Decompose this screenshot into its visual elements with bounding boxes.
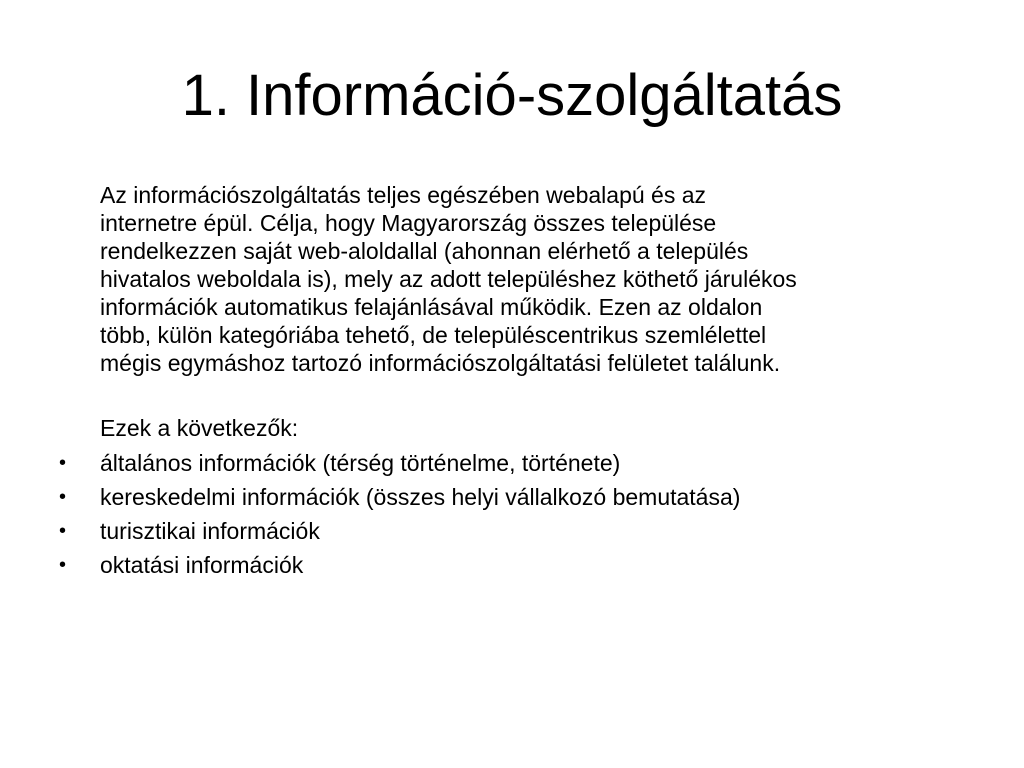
bullet-icon: • — [59, 486, 67, 508]
bullet-list — [0, 449, 1024, 585]
paragraph-line: internetre épül. Célja, hogy Magyarország összes települése — [100, 210, 717, 236]
list-item — [0, 551, 1024, 585]
paragraph-line: információk automatikus felajánlásával működik. Ezen az oldalon — [100, 294, 763, 320]
list-item-text: általános információk (térség történelme, története) — [100, 450, 621, 476]
bullet-icon: • — [59, 520, 67, 542]
bullet-icon: • — [59, 452, 67, 474]
list-item-text: kereskedelmi információk (összes helyi vállalkozó bemutatása) — [100, 484, 741, 510]
slide-title: 1. Információ-szolgáltatás — [181, 63, 843, 128]
list-item-text: oktatási információk — [100, 552, 304, 578]
intro-paragraph — [100, 181, 980, 377]
list-item — [0, 517, 1024, 551]
list-item-text: turisztikai információk — [100, 518, 320, 544]
paragraph-line: mégis egymáshoz tartozó információszolgáltatási felületet találunk. — [100, 350, 781, 376]
paragraph-line: hivatalos weboldala is), mely az adott településhez köthető járulékos — [100, 266, 797, 292]
paragraph-line: Az információszolgáltatás teljes egészében webalapú és az — [100, 182, 707, 208]
list-item — [0, 449, 1024, 483]
list-intro: Ezek a következők: — [100, 415, 299, 441]
paragraph-line: rendelkezzen saját web-aloldallal (ahonnan elérhető a település — [100, 238, 749, 264]
bullet-icon: • — [59, 554, 67, 576]
list-item — [0, 483, 1024, 517]
paragraph-line: több, külön kategóriába tehető, de településcentrikus szemlélettel — [100, 322, 767, 348]
